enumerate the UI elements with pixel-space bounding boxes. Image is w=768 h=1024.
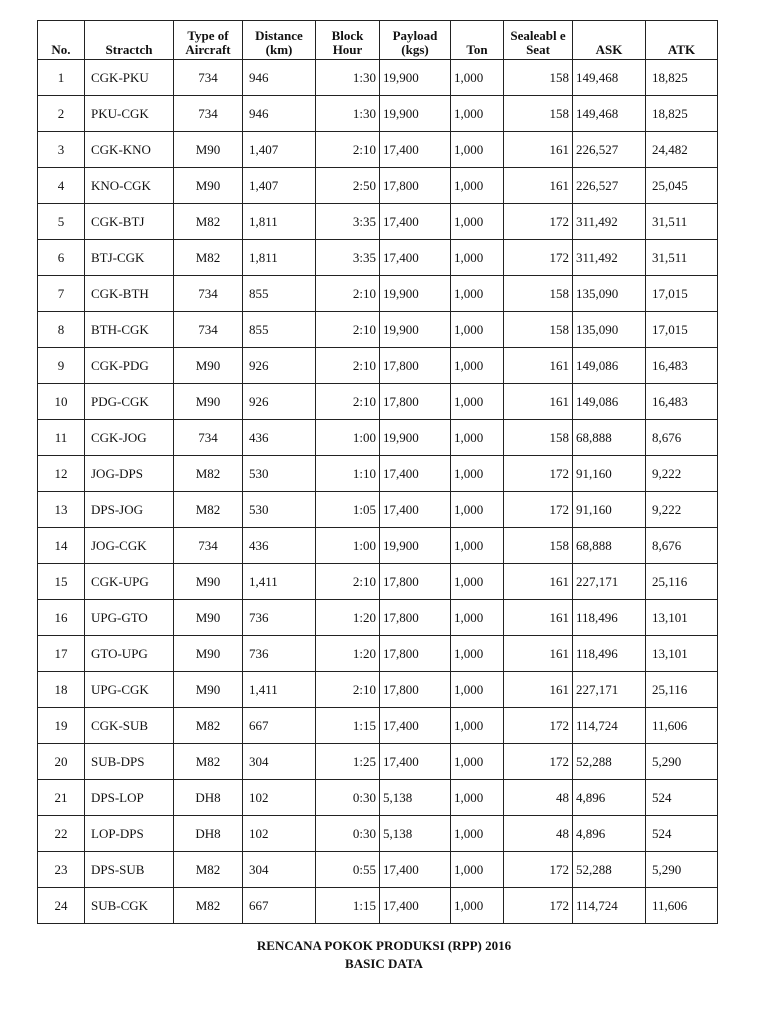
cell-distance: 667 bbox=[243, 708, 316, 744]
cell-block-hour: 1:30 bbox=[316, 96, 380, 132]
cell-route: SUB-DPS bbox=[85, 744, 174, 780]
cell-ton: 1,000 bbox=[451, 600, 504, 636]
cell-route: CGK-JOG bbox=[85, 420, 174, 456]
cell-no: 24 bbox=[38, 888, 85, 924]
cell-aircraft: M90 bbox=[174, 564, 243, 600]
cell-atk: 524 bbox=[646, 780, 718, 816]
cell-distance: 304 bbox=[243, 744, 316, 780]
cell-distance: 736 bbox=[243, 600, 316, 636]
cell-payload: 19,900 bbox=[380, 528, 451, 564]
cell-ask: 68,888 bbox=[573, 420, 646, 456]
cell-payload: 17,800 bbox=[380, 384, 451, 420]
table-row bbox=[38, 60, 718, 96]
cell-block-hour: 3:35 bbox=[316, 240, 380, 276]
cell-route: UPG-GTO bbox=[85, 600, 174, 636]
cell-block-hour: 1:20 bbox=[316, 600, 380, 636]
table-row bbox=[38, 708, 718, 744]
cell-no: 13 bbox=[38, 492, 85, 528]
cell-route: JOG-DPS bbox=[85, 456, 174, 492]
cell-ton: 1,000 bbox=[451, 780, 504, 816]
cell-ton: 1,000 bbox=[451, 888, 504, 924]
cell-route: JOG-CGK bbox=[85, 528, 174, 564]
cell-route: GTO-UPG bbox=[85, 636, 174, 672]
cell-seat: 172 bbox=[504, 204, 573, 240]
cell-distance: 304 bbox=[243, 852, 316, 888]
header-distance: Distance (km) bbox=[243, 21, 316, 60]
cell-payload: 19,900 bbox=[380, 60, 451, 96]
cell-seat: 172 bbox=[504, 492, 573, 528]
cell-atk: 9,222 bbox=[646, 492, 718, 528]
table-row bbox=[38, 204, 718, 240]
cell-seat: 158 bbox=[504, 276, 573, 312]
header-route: Stractch bbox=[85, 21, 174, 60]
cell-ton: 1,000 bbox=[451, 672, 504, 708]
cell-route: BTJ-CGK bbox=[85, 240, 174, 276]
cell-no: 22 bbox=[38, 816, 85, 852]
cell-ask: 52,288 bbox=[573, 852, 646, 888]
cell-seat: 161 bbox=[504, 348, 573, 384]
cell-payload: 17,400 bbox=[380, 708, 451, 744]
cell-payload: 17,800 bbox=[380, 672, 451, 708]
cell-atk: 9,222 bbox=[646, 456, 718, 492]
cell-seat: 172 bbox=[504, 456, 573, 492]
cell-aircraft: M82 bbox=[174, 240, 243, 276]
cell-distance: 855 bbox=[243, 312, 316, 348]
table-row bbox=[38, 168, 718, 204]
cell-ask: 149,086 bbox=[573, 384, 646, 420]
cell-ask: 118,496 bbox=[573, 600, 646, 636]
cell-atk: 5,290 bbox=[646, 744, 718, 780]
cell-atk: 31,511 bbox=[646, 204, 718, 240]
table-row bbox=[38, 816, 718, 852]
cell-no: 14 bbox=[38, 528, 85, 564]
cell-distance: 530 bbox=[243, 456, 316, 492]
cell-block-hour: 3:35 bbox=[316, 204, 380, 240]
cell-distance: 1,411 bbox=[243, 564, 316, 600]
cell-ask: 311,492 bbox=[573, 204, 646, 240]
cell-seat: 48 bbox=[504, 816, 573, 852]
cell-block-hour: 0:30 bbox=[316, 816, 380, 852]
cell-seat: 172 bbox=[504, 852, 573, 888]
cell-block-hour: 0:55 bbox=[316, 852, 380, 888]
caption-subtitle: BASIC DATA bbox=[345, 956, 423, 971]
cell-aircraft: 734 bbox=[174, 60, 243, 96]
cell-distance: 855 bbox=[243, 276, 316, 312]
cell-ton: 1,000 bbox=[451, 456, 504, 492]
cell-atk: 25,116 bbox=[646, 672, 718, 708]
cell-seat: 158 bbox=[504, 528, 573, 564]
cell-distance: 436 bbox=[243, 528, 316, 564]
table-row bbox=[38, 744, 718, 780]
cell-aircraft: 734 bbox=[174, 96, 243, 132]
cell-seat: 158 bbox=[504, 60, 573, 96]
table-header-row bbox=[38, 21, 718, 60]
cell-distance: 1,811 bbox=[243, 204, 316, 240]
cell-atk: 16,483 bbox=[646, 348, 718, 384]
cell-payload: 19,900 bbox=[380, 96, 451, 132]
cell-ton: 1,000 bbox=[451, 276, 504, 312]
table-row bbox=[38, 852, 718, 888]
cell-block-hour: 1:15 bbox=[316, 888, 380, 924]
table-row bbox=[38, 312, 718, 348]
header-atk: ATK bbox=[646, 21, 718, 60]
cell-ton: 1,000 bbox=[451, 564, 504, 600]
table-row bbox=[38, 132, 718, 168]
cell-no: 7 bbox=[38, 276, 85, 312]
cell-ask: 114,724 bbox=[573, 708, 646, 744]
header-seat: Sealeabl e Seat bbox=[504, 21, 573, 60]
cell-seat: 172 bbox=[504, 888, 573, 924]
cell-ton: 1,000 bbox=[451, 132, 504, 168]
cell-ton: 1,000 bbox=[451, 348, 504, 384]
cell-aircraft: M82 bbox=[174, 744, 243, 780]
cell-ask: 226,527 bbox=[573, 168, 646, 204]
table-row bbox=[38, 492, 718, 528]
cell-no: 12 bbox=[38, 456, 85, 492]
cell-seat: 161 bbox=[504, 564, 573, 600]
cell-aircraft: DH8 bbox=[174, 780, 243, 816]
cell-ask: 91,160 bbox=[573, 492, 646, 528]
cell-ask: 149,086 bbox=[573, 348, 646, 384]
cell-payload: 17,400 bbox=[380, 240, 451, 276]
cell-distance: 736 bbox=[243, 636, 316, 672]
cell-ask: 311,492 bbox=[573, 240, 646, 276]
cell-no: 6 bbox=[38, 240, 85, 276]
cell-route: DPS-LOP bbox=[85, 780, 174, 816]
table-row bbox=[38, 528, 718, 564]
table-row bbox=[38, 672, 718, 708]
cell-no: 17 bbox=[38, 636, 85, 672]
table-row bbox=[38, 456, 718, 492]
cell-atk: 11,606 bbox=[646, 708, 718, 744]
cell-aircraft: 734 bbox=[174, 420, 243, 456]
cell-aircraft: 734 bbox=[174, 312, 243, 348]
cell-aircraft: M82 bbox=[174, 204, 243, 240]
header-ton: Ton bbox=[451, 21, 504, 60]
cell-aircraft: 734 bbox=[174, 276, 243, 312]
cell-route: UPG-CGK bbox=[85, 672, 174, 708]
cell-ton: 1,000 bbox=[451, 96, 504, 132]
cell-seat: 161 bbox=[504, 168, 573, 204]
cell-seat: 161 bbox=[504, 672, 573, 708]
cell-no: 16 bbox=[38, 600, 85, 636]
cell-no: 5 bbox=[38, 204, 85, 240]
cell-route: SUB-CGK bbox=[85, 888, 174, 924]
cell-seat: 158 bbox=[504, 312, 573, 348]
cell-route: DPS-JOG bbox=[85, 492, 174, 528]
cell-route: BTH-CGK bbox=[85, 312, 174, 348]
caption-title: RENCANA POKOK PRODUKSI (RPP) 2016 bbox=[256, 938, 512, 953]
cell-route: DPS-SUB bbox=[85, 852, 174, 888]
header-block-hour: Block Hour bbox=[316, 21, 380, 60]
cell-no: 18 bbox=[38, 672, 85, 708]
cell-no: 11 bbox=[38, 420, 85, 456]
cell-distance: 926 bbox=[243, 384, 316, 420]
cell-payload: 17,800 bbox=[380, 168, 451, 204]
cell-block-hour: 1:20 bbox=[316, 636, 380, 672]
cell-seat: 172 bbox=[504, 744, 573, 780]
cell-payload: 17,400 bbox=[380, 456, 451, 492]
cell-ask: 91,160 bbox=[573, 456, 646, 492]
cell-block-hour: 1:25 bbox=[316, 744, 380, 780]
cell-route: LOP-DPS bbox=[85, 816, 174, 852]
cell-block-hour: 1:05 bbox=[316, 492, 380, 528]
cell-ask: 135,090 bbox=[573, 276, 646, 312]
cell-aircraft: M82 bbox=[174, 456, 243, 492]
cell-distance: 102 bbox=[243, 780, 316, 816]
cell-payload: 17,800 bbox=[380, 348, 451, 384]
cell-no: 1 bbox=[38, 60, 85, 96]
cell-aircraft: M90 bbox=[174, 132, 243, 168]
cell-seat: 172 bbox=[504, 240, 573, 276]
cell-route: CGK-SUB bbox=[85, 708, 174, 744]
cell-seat: 158 bbox=[504, 420, 573, 456]
cell-payload: 19,900 bbox=[380, 276, 451, 312]
cell-ton: 1,000 bbox=[451, 240, 504, 276]
cell-distance: 1,407 bbox=[243, 132, 316, 168]
cell-aircraft: 734 bbox=[174, 528, 243, 564]
cell-distance: 1,407 bbox=[243, 168, 316, 204]
cell-route: PKU-CGK bbox=[85, 96, 174, 132]
cell-payload: 17,800 bbox=[380, 564, 451, 600]
table-row bbox=[38, 600, 718, 636]
cell-route: PDG-CGK bbox=[85, 384, 174, 420]
cell-ask: 4,896 bbox=[573, 780, 646, 816]
header-aircraft: Type of Aircraft bbox=[174, 21, 243, 60]
cell-no: 20 bbox=[38, 744, 85, 780]
cell-atk: 18,825 bbox=[646, 60, 718, 96]
cell-ask: 52,288 bbox=[573, 744, 646, 780]
cell-payload: 19,900 bbox=[380, 312, 451, 348]
cell-ask: 68,888 bbox=[573, 528, 646, 564]
cell-ton: 1,000 bbox=[451, 708, 504, 744]
cell-distance: 667 bbox=[243, 888, 316, 924]
cell-no: 19 bbox=[38, 708, 85, 744]
cell-route: CGK-BTH bbox=[85, 276, 174, 312]
cell-ask: 226,527 bbox=[573, 132, 646, 168]
cell-distance: 1,811 bbox=[243, 240, 316, 276]
cell-atk: 8,676 bbox=[646, 420, 718, 456]
cell-aircraft: M82 bbox=[174, 888, 243, 924]
cell-aircraft: M90 bbox=[174, 168, 243, 204]
cell-no: 3 bbox=[38, 132, 85, 168]
cell-payload: 17,800 bbox=[380, 636, 451, 672]
cell-ton: 1,000 bbox=[451, 528, 504, 564]
cell-atk: 25,045 bbox=[646, 168, 718, 204]
cell-ask: 149,468 bbox=[573, 96, 646, 132]
cell-atk: 524 bbox=[646, 816, 718, 852]
cell-block-hour: 0:30 bbox=[316, 780, 380, 816]
cell-ask: 135,090 bbox=[573, 312, 646, 348]
table-row bbox=[38, 96, 718, 132]
cell-atk: 31,511 bbox=[646, 240, 718, 276]
cell-ask: 4,896 bbox=[573, 816, 646, 852]
cell-payload: 17,400 bbox=[380, 888, 451, 924]
cell-ton: 1,000 bbox=[451, 312, 504, 348]
cell-distance: 530 bbox=[243, 492, 316, 528]
cell-aircraft: M90 bbox=[174, 672, 243, 708]
cell-aircraft: M82 bbox=[174, 492, 243, 528]
table-row bbox=[38, 240, 718, 276]
cell-route: CGK-PDG bbox=[85, 348, 174, 384]
cell-distance: 926 bbox=[243, 348, 316, 384]
cell-route: CGK-BTJ bbox=[85, 204, 174, 240]
cell-payload: 5,138 bbox=[380, 816, 451, 852]
cell-block-hour: 2:10 bbox=[316, 348, 380, 384]
header-ask: ASK bbox=[573, 21, 646, 60]
cell-payload: 19,900 bbox=[380, 420, 451, 456]
cell-block-hour: 2:50 bbox=[316, 168, 380, 204]
cell-no: 2 bbox=[38, 96, 85, 132]
header-payload: Payload (kgs) bbox=[380, 21, 451, 60]
cell-atk: 13,101 bbox=[646, 636, 718, 672]
cell-payload: 17,400 bbox=[380, 492, 451, 528]
cell-aircraft: M90 bbox=[174, 600, 243, 636]
cell-atk: 8,676 bbox=[646, 528, 718, 564]
cell-payload: 17,400 bbox=[380, 204, 451, 240]
table-row bbox=[38, 888, 718, 924]
cell-block-hour: 2:10 bbox=[316, 564, 380, 600]
cell-distance: 102 bbox=[243, 816, 316, 852]
cell-block-hour: 2:10 bbox=[316, 312, 380, 348]
cell-atk: 18,825 bbox=[646, 96, 718, 132]
cell-block-hour: 2:10 bbox=[316, 276, 380, 312]
cell-block-hour: 1:00 bbox=[316, 528, 380, 564]
cell-ton: 1,000 bbox=[451, 384, 504, 420]
cell-distance: 1,411 bbox=[243, 672, 316, 708]
cell-block-hour: 1:10 bbox=[316, 456, 380, 492]
cell-seat: 158 bbox=[504, 96, 573, 132]
cell-ton: 1,000 bbox=[451, 492, 504, 528]
cell-block-hour: 1:00 bbox=[316, 420, 380, 456]
cell-ton: 1,000 bbox=[451, 852, 504, 888]
cell-ton: 1,000 bbox=[451, 60, 504, 96]
cell-seat: 161 bbox=[504, 600, 573, 636]
cell-ton: 1,000 bbox=[451, 168, 504, 204]
cell-aircraft: M90 bbox=[174, 384, 243, 420]
cell-ton: 1,000 bbox=[451, 420, 504, 456]
table-row bbox=[38, 384, 718, 420]
cell-distance: 946 bbox=[243, 96, 316, 132]
cell-route: KNO-CGK bbox=[85, 168, 174, 204]
cell-no: 23 bbox=[38, 852, 85, 888]
table-body bbox=[38, 60, 718, 924]
production-data-table bbox=[37, 20, 718, 924]
header-no: No. bbox=[38, 21, 85, 60]
cell-ask: 227,171 bbox=[573, 672, 646, 708]
cell-atk: 13,101 bbox=[646, 600, 718, 636]
cell-atk: 17,015 bbox=[646, 276, 718, 312]
cell-seat: 161 bbox=[504, 132, 573, 168]
cell-atk: 24,482 bbox=[646, 132, 718, 168]
cell-seat: 161 bbox=[504, 636, 573, 672]
cell-route: CGK-KNO bbox=[85, 132, 174, 168]
cell-seat: 172 bbox=[504, 708, 573, 744]
cell-no: 8 bbox=[38, 312, 85, 348]
cell-payload: 17,400 bbox=[380, 744, 451, 780]
table-row bbox=[38, 420, 718, 456]
cell-seat: 48 bbox=[504, 780, 573, 816]
cell-aircraft: M90 bbox=[174, 636, 243, 672]
cell-block-hour: 1:15 bbox=[316, 708, 380, 744]
cell-aircraft: M82 bbox=[174, 708, 243, 744]
cell-ton: 1,000 bbox=[451, 204, 504, 240]
cell-no: 15 bbox=[38, 564, 85, 600]
cell-block-hour: 2:10 bbox=[316, 672, 380, 708]
cell-seat: 161 bbox=[504, 384, 573, 420]
table-row bbox=[38, 348, 718, 384]
table-row bbox=[38, 276, 718, 312]
cell-no: 21 bbox=[38, 780, 85, 816]
cell-no: 9 bbox=[38, 348, 85, 384]
cell-ask: 227,171 bbox=[573, 564, 646, 600]
cell-ton: 1,000 bbox=[451, 636, 504, 672]
cell-atk: 11,606 bbox=[646, 888, 718, 924]
cell-aircraft: DH8 bbox=[174, 816, 243, 852]
cell-atk: 25,116 bbox=[646, 564, 718, 600]
cell-block-hour: 1:30 bbox=[316, 60, 380, 96]
table-row bbox=[38, 564, 718, 600]
cell-payload: 17,400 bbox=[380, 852, 451, 888]
cell-route: CGK-PKU bbox=[85, 60, 174, 96]
cell-ask: 149,468 bbox=[573, 60, 646, 96]
cell-aircraft: M90 bbox=[174, 348, 243, 384]
cell-payload: 17,400 bbox=[380, 132, 451, 168]
cell-atk: 17,015 bbox=[646, 312, 718, 348]
cell-ask: 118,496 bbox=[573, 636, 646, 672]
cell-payload: 5,138 bbox=[380, 780, 451, 816]
cell-atk: 5,290 bbox=[646, 852, 718, 888]
cell-atk: 16,483 bbox=[646, 384, 718, 420]
table-row bbox=[38, 780, 718, 816]
cell-distance: 436 bbox=[243, 420, 316, 456]
cell-block-hour: 2:10 bbox=[316, 132, 380, 168]
cell-aircraft: M82 bbox=[174, 852, 243, 888]
cell-no: 10 bbox=[38, 384, 85, 420]
cell-no: 4 bbox=[38, 168, 85, 204]
cell-ton: 1,000 bbox=[451, 816, 504, 852]
cell-distance: 946 bbox=[243, 60, 316, 96]
cell-ask: 114,724 bbox=[573, 888, 646, 924]
cell-block-hour: 2:10 bbox=[316, 384, 380, 420]
cell-route: CGK-UPG bbox=[85, 564, 174, 600]
cell-ton: 1,000 bbox=[451, 744, 504, 780]
cell-payload: 17,800 bbox=[380, 600, 451, 636]
table-row bbox=[38, 636, 718, 672]
